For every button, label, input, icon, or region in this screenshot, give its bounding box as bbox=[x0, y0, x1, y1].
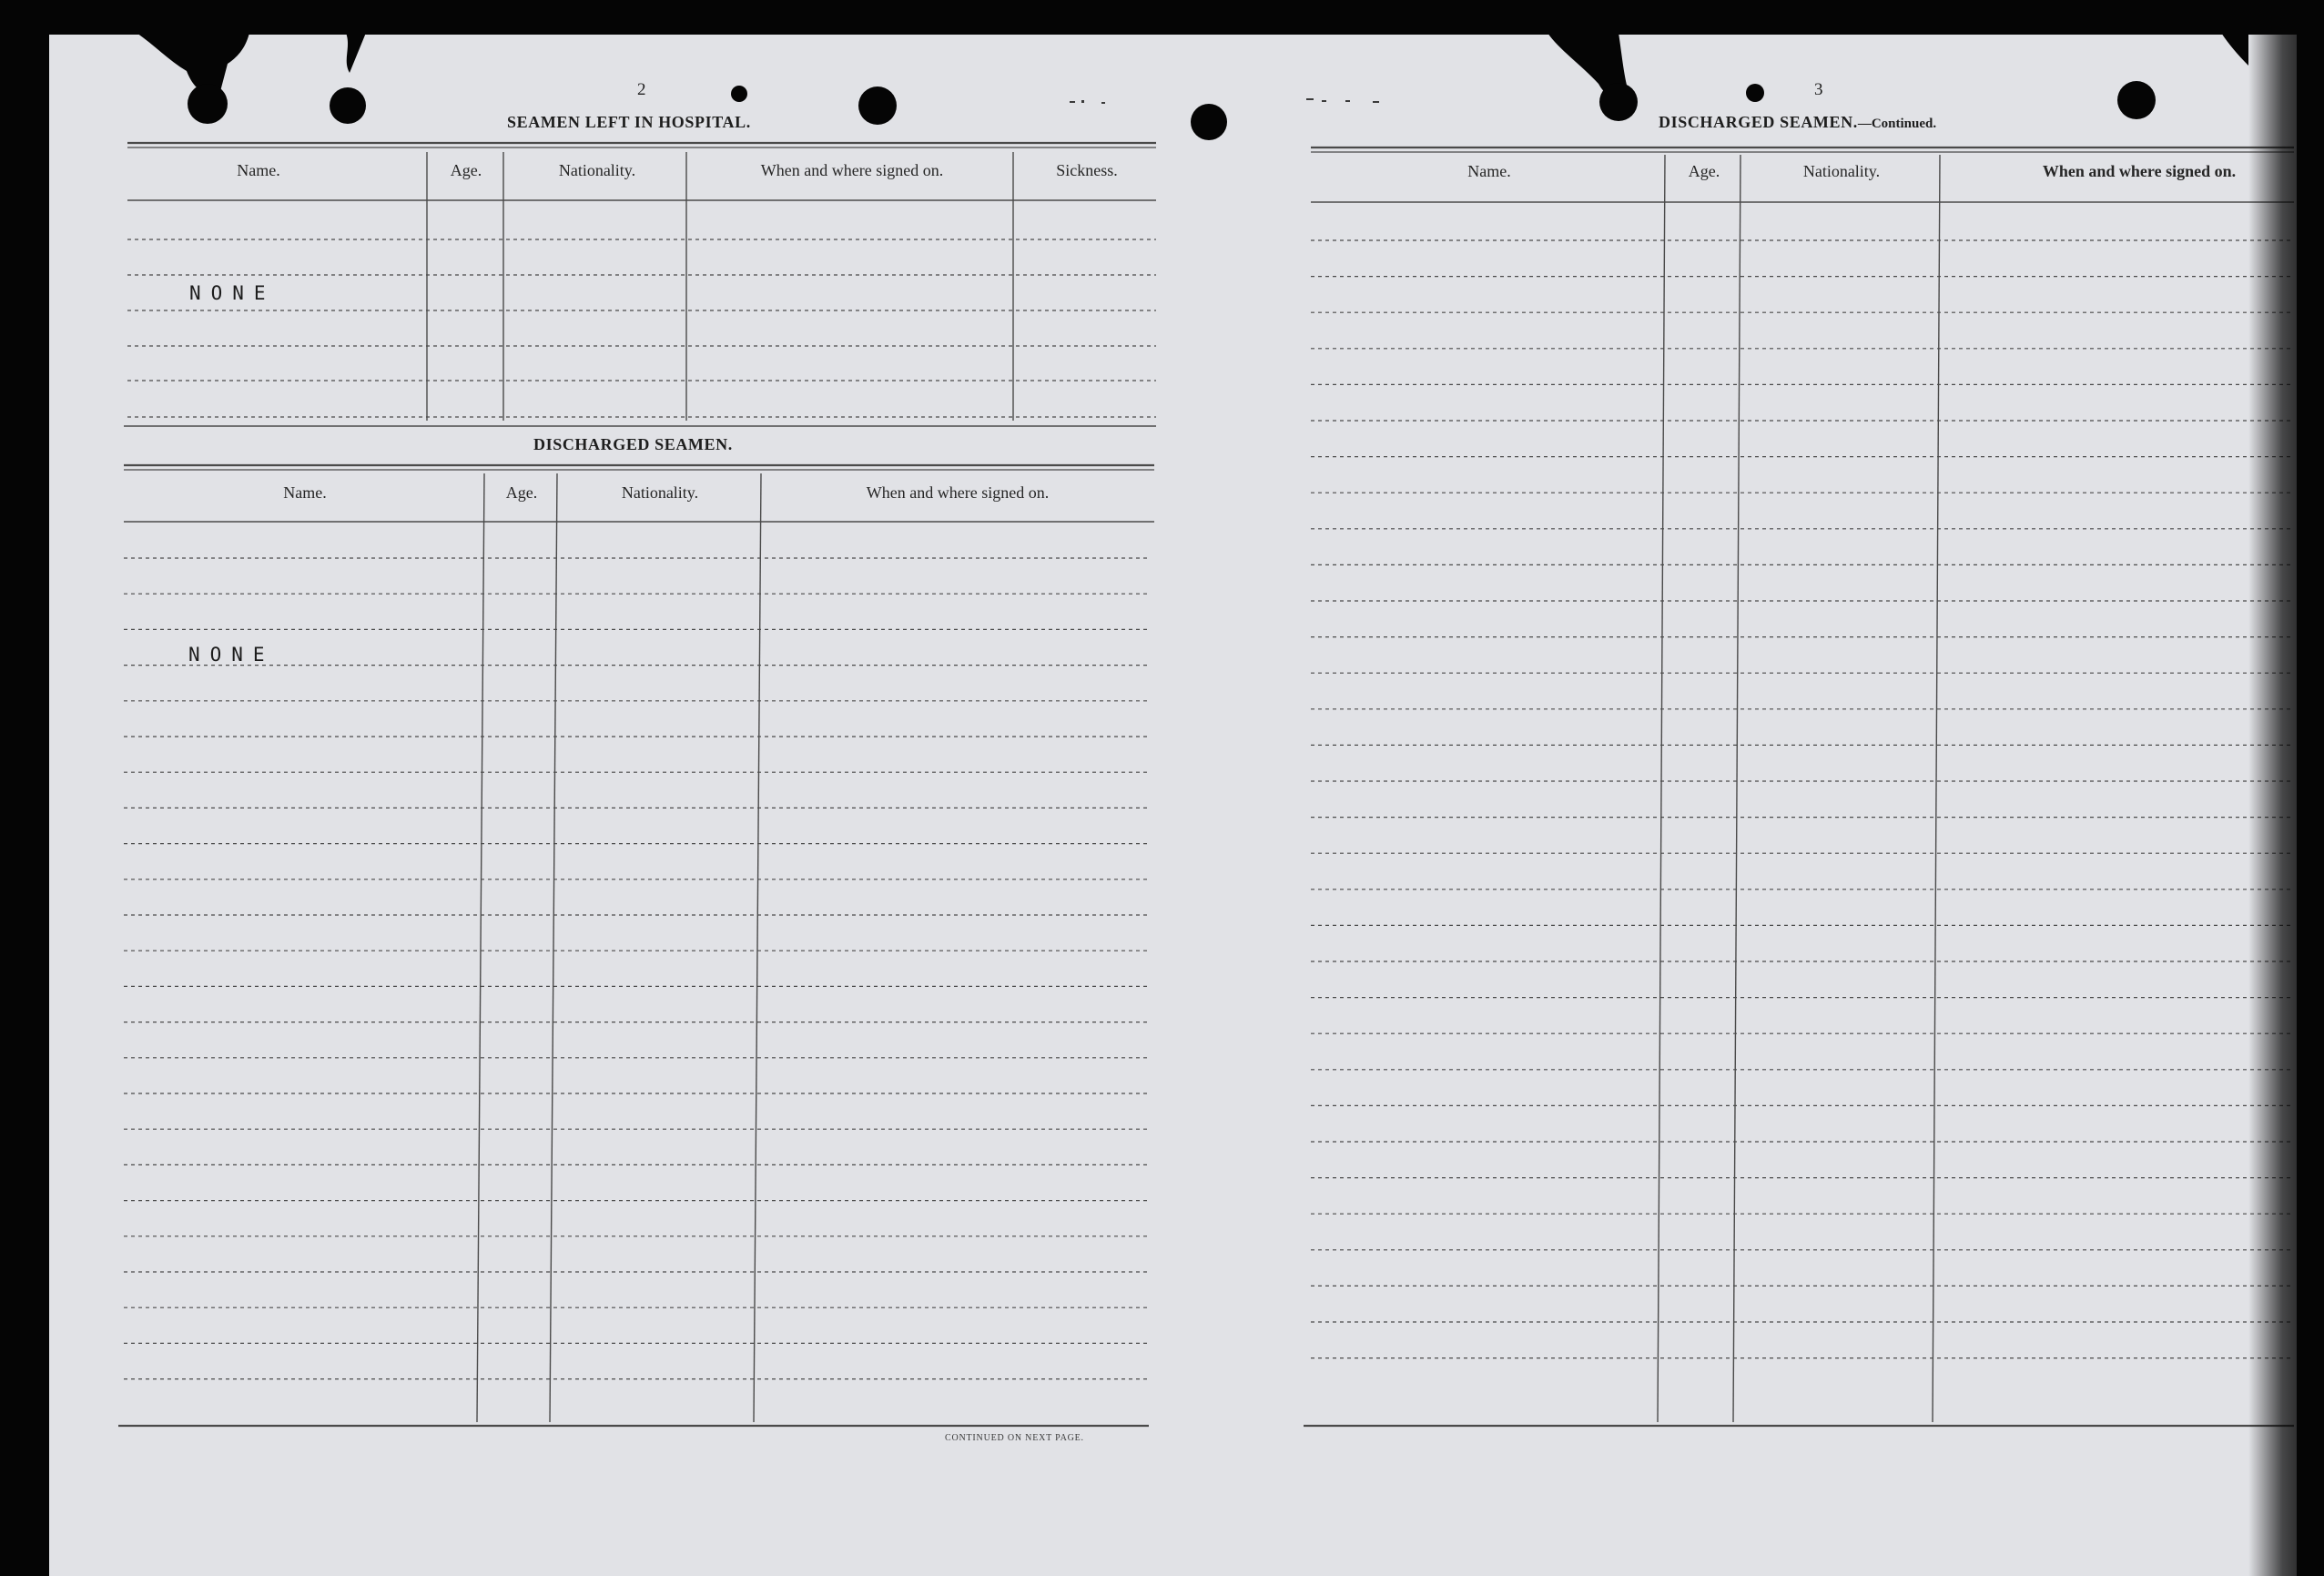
punch-hole bbox=[1191, 104, 1227, 140]
punch-hole bbox=[330, 87, 366, 124]
punch-hole bbox=[1599, 83, 1638, 121]
hospital-col-name: Name. bbox=[237, 161, 280, 179]
punch-hole bbox=[188, 84, 228, 124]
discharged-col-signed-on: When and where signed on. bbox=[866, 483, 1050, 502]
right-col-divider bbox=[1733, 155, 1740, 1422]
right-col-divider bbox=[1658, 155, 1665, 1422]
torn-edge-left-small bbox=[346, 33, 366, 73]
discharged-col-divider bbox=[550, 473, 557, 1422]
hospital-col-age: Age. bbox=[450, 161, 482, 179]
discharged-entry-none: NONE bbox=[188, 644, 275, 666]
right-col-signed-on: When and where signed on. bbox=[2042, 162, 2237, 180]
right-col-divider bbox=[1933, 155, 1940, 1422]
hospital-col-sickness: Sickness. bbox=[1056, 161, 1118, 179]
punch-hole bbox=[858, 86, 897, 125]
punch-hole bbox=[2117, 81, 2156, 119]
discharged-col-divider bbox=[477, 473, 484, 1422]
right-section-title bbox=[1659, 113, 1936, 132]
continued-note: CONTINUED ON NEXT PAGE. bbox=[945, 1433, 1084, 1443]
hospital-col-signed-on: When and where signed on. bbox=[760, 161, 944, 179]
punch-hole-small bbox=[731, 86, 747, 102]
hospital-col-nationality: Nationality. bbox=[558, 161, 636, 179]
discharged-col-nationality: Nationality. bbox=[621, 483, 699, 502]
right-col-nationality: Nationality. bbox=[1802, 162, 1881, 180]
right-page-number: 3 bbox=[1814, 80, 1823, 99]
discharged-col-divider bbox=[754, 473, 761, 1422]
hospital-entry-none: NONE bbox=[189, 282, 276, 304]
torn-corner-right bbox=[2221, 33, 2248, 66]
torn-edge-left bbox=[137, 33, 249, 98]
discharged-col-name: Name. bbox=[283, 483, 327, 502]
right-title-suffix: —Continued. bbox=[1857, 117, 1937, 131]
right-title-main: DISCHARGED SEAMEN. bbox=[1659, 113, 1858, 131]
punch-hole-small bbox=[1746, 84, 1764, 102]
discharged-section-title: DISCHARGED SEAMEN. bbox=[533, 435, 733, 453]
hospital-section-title: SEAMEN LEFT IN HOSPITAL. bbox=[507, 113, 751, 131]
page-edge-shadow bbox=[2248, 35, 2324, 1576]
right-col-name: Name. bbox=[1467, 162, 1511, 180]
left-page-number: 2 bbox=[637, 80, 646, 99]
discharged-col-age: Age. bbox=[505, 483, 538, 502]
right-col-age: Age. bbox=[1688, 162, 1720, 180]
